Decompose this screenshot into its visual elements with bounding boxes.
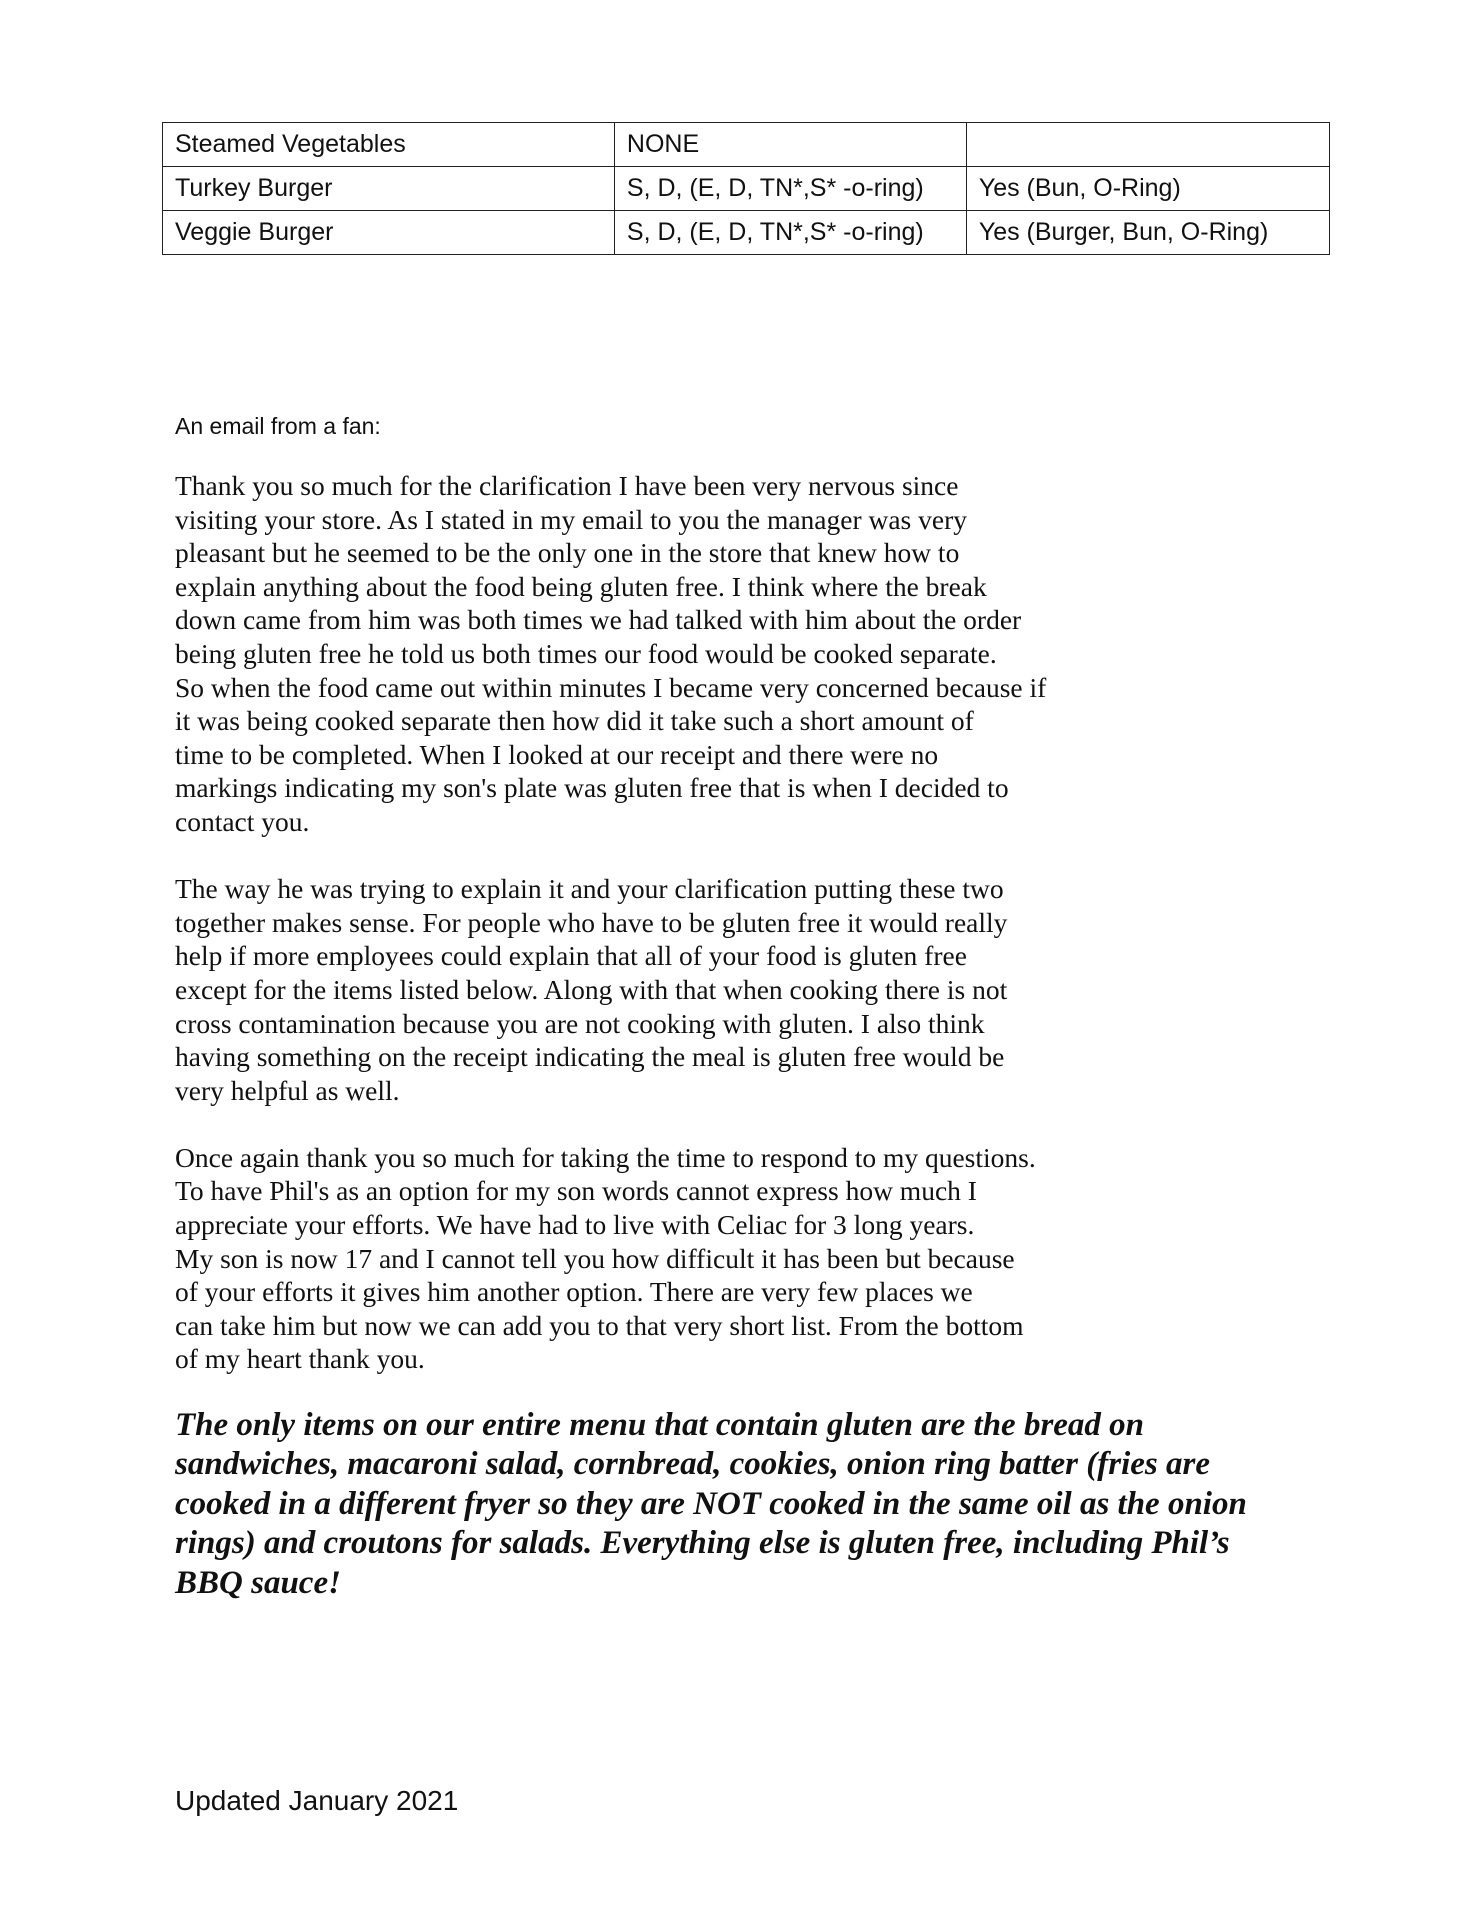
table-row [163,211,1330,255]
gluten-note-line: cooked in a different fryer so they are NOT cooked in the same oil as the onion [175,1485,1247,1522]
email-line: Once again thank you so much for taking the time to respond to my questions. [175,1141,1036,1173]
email-line: So when the food came out within minutes I became very concerned because if [175,671,1047,703]
email-line: of my heart thank you. [175,1343,425,1375]
email-line: visiting your store. As I stated in my email to you the manager was very [175,503,967,535]
gluten-note-line: rings) and croutons for salads. Everything else is gluten free, including Phil’s [175,1525,1230,1562]
email-line: together makes sense. For people who have to be gluten free it would really [175,906,1008,938]
email-paragraph [175,872,1175,1107]
email-line: time to be completed. When I looked at our receipt and there were no [175,738,939,770]
email-line: The way he was trying to explain it and your clarification putting these two [175,873,1004,905]
table-cell-allergens: S, D, (E, D, TN*,S* -o-ring) [614,211,966,255]
email-line: contact you. [175,805,310,837]
email-line: having something on the receipt indicating the meal is gluten free would be [175,1041,1005,1073]
table-cell-gluten: Yes (Bun, O-Ring) [966,167,1329,211]
email-line: cross contamination because you are not cooking with gluten. I also think [175,1007,985,1039]
gluten-note-line: sandwiches, macaroni salad, cornbread, cookies, onion ring batter (fries are [175,1446,1210,1483]
table-row [163,167,1330,211]
table-cell-allergens: S, D, (E, D, TN*,S* -o-ring) [614,167,966,211]
email-line: Thank you so much for the clarification I have been very nervous since [175,470,959,501]
email-paragraph [175,469,1175,839]
gluten-note-line: The only items on our entire menu that contain gluten are the bread on [175,1407,1145,1443]
table-cell-gluten [966,123,1329,167]
updated-date: Updated January 2021 [175,1785,459,1816]
email-line: except for the items listed below. Along with that when cooking there is not [175,973,1008,1005]
email-line: can take him but now we can add you to that very short list. From the bottom [175,1309,1024,1341]
email-line: very helpful as well. [175,1074,400,1106]
table-cell-item: Steamed Vegetables [163,123,615,167]
table-cell-item: Turkey Burger [163,167,615,211]
email-line: markings indicating my son's plate was gluten free that is when I decided to [175,772,1009,804]
email-line: it was being cooked separate then how did it take such a short amount of [175,705,974,737]
table-cell-item: Veggie Burger [163,211,615,255]
table-row [163,123,1330,167]
email-heading: An email from a fan: [175,413,381,439]
gluten-note [175,1406,1325,1603]
email-line: pleasant but he seemed to be the only one in the store that knew how to [175,537,960,569]
email-line: My son is now 17 and I cannot tell you how difficult it has been but because [175,1242,1015,1274]
email-line: explain anything about the food being gluten free. I think where the break [175,570,987,602]
email-line: To have Phil's as an option for my son words cannot express how much I [175,1175,977,1207]
email-body [175,469,1175,1410]
email-line: help if more employees could explain that all of your food is gluten free [175,940,967,972]
allergen-table [162,122,1330,255]
email-line: being gluten free he told us both times our food would be cooked separate. [175,637,997,669]
email-line: down came from him was both times we had talked with him about the order [175,604,1022,636]
table-cell-gluten: Yes (Burger, Bun, O-Ring) [966,211,1329,255]
email-paragraph [175,1141,1175,1376]
table-cell-allergens: NONE [614,123,966,167]
email-line: of your efforts it gives him another option. There are very few places we [175,1276,973,1308]
email-line: appreciate your efforts. We have had to live with Celiac for 3 long years. [175,1209,975,1241]
gluten-note-line: BBQ sauce! [175,1564,341,1601]
